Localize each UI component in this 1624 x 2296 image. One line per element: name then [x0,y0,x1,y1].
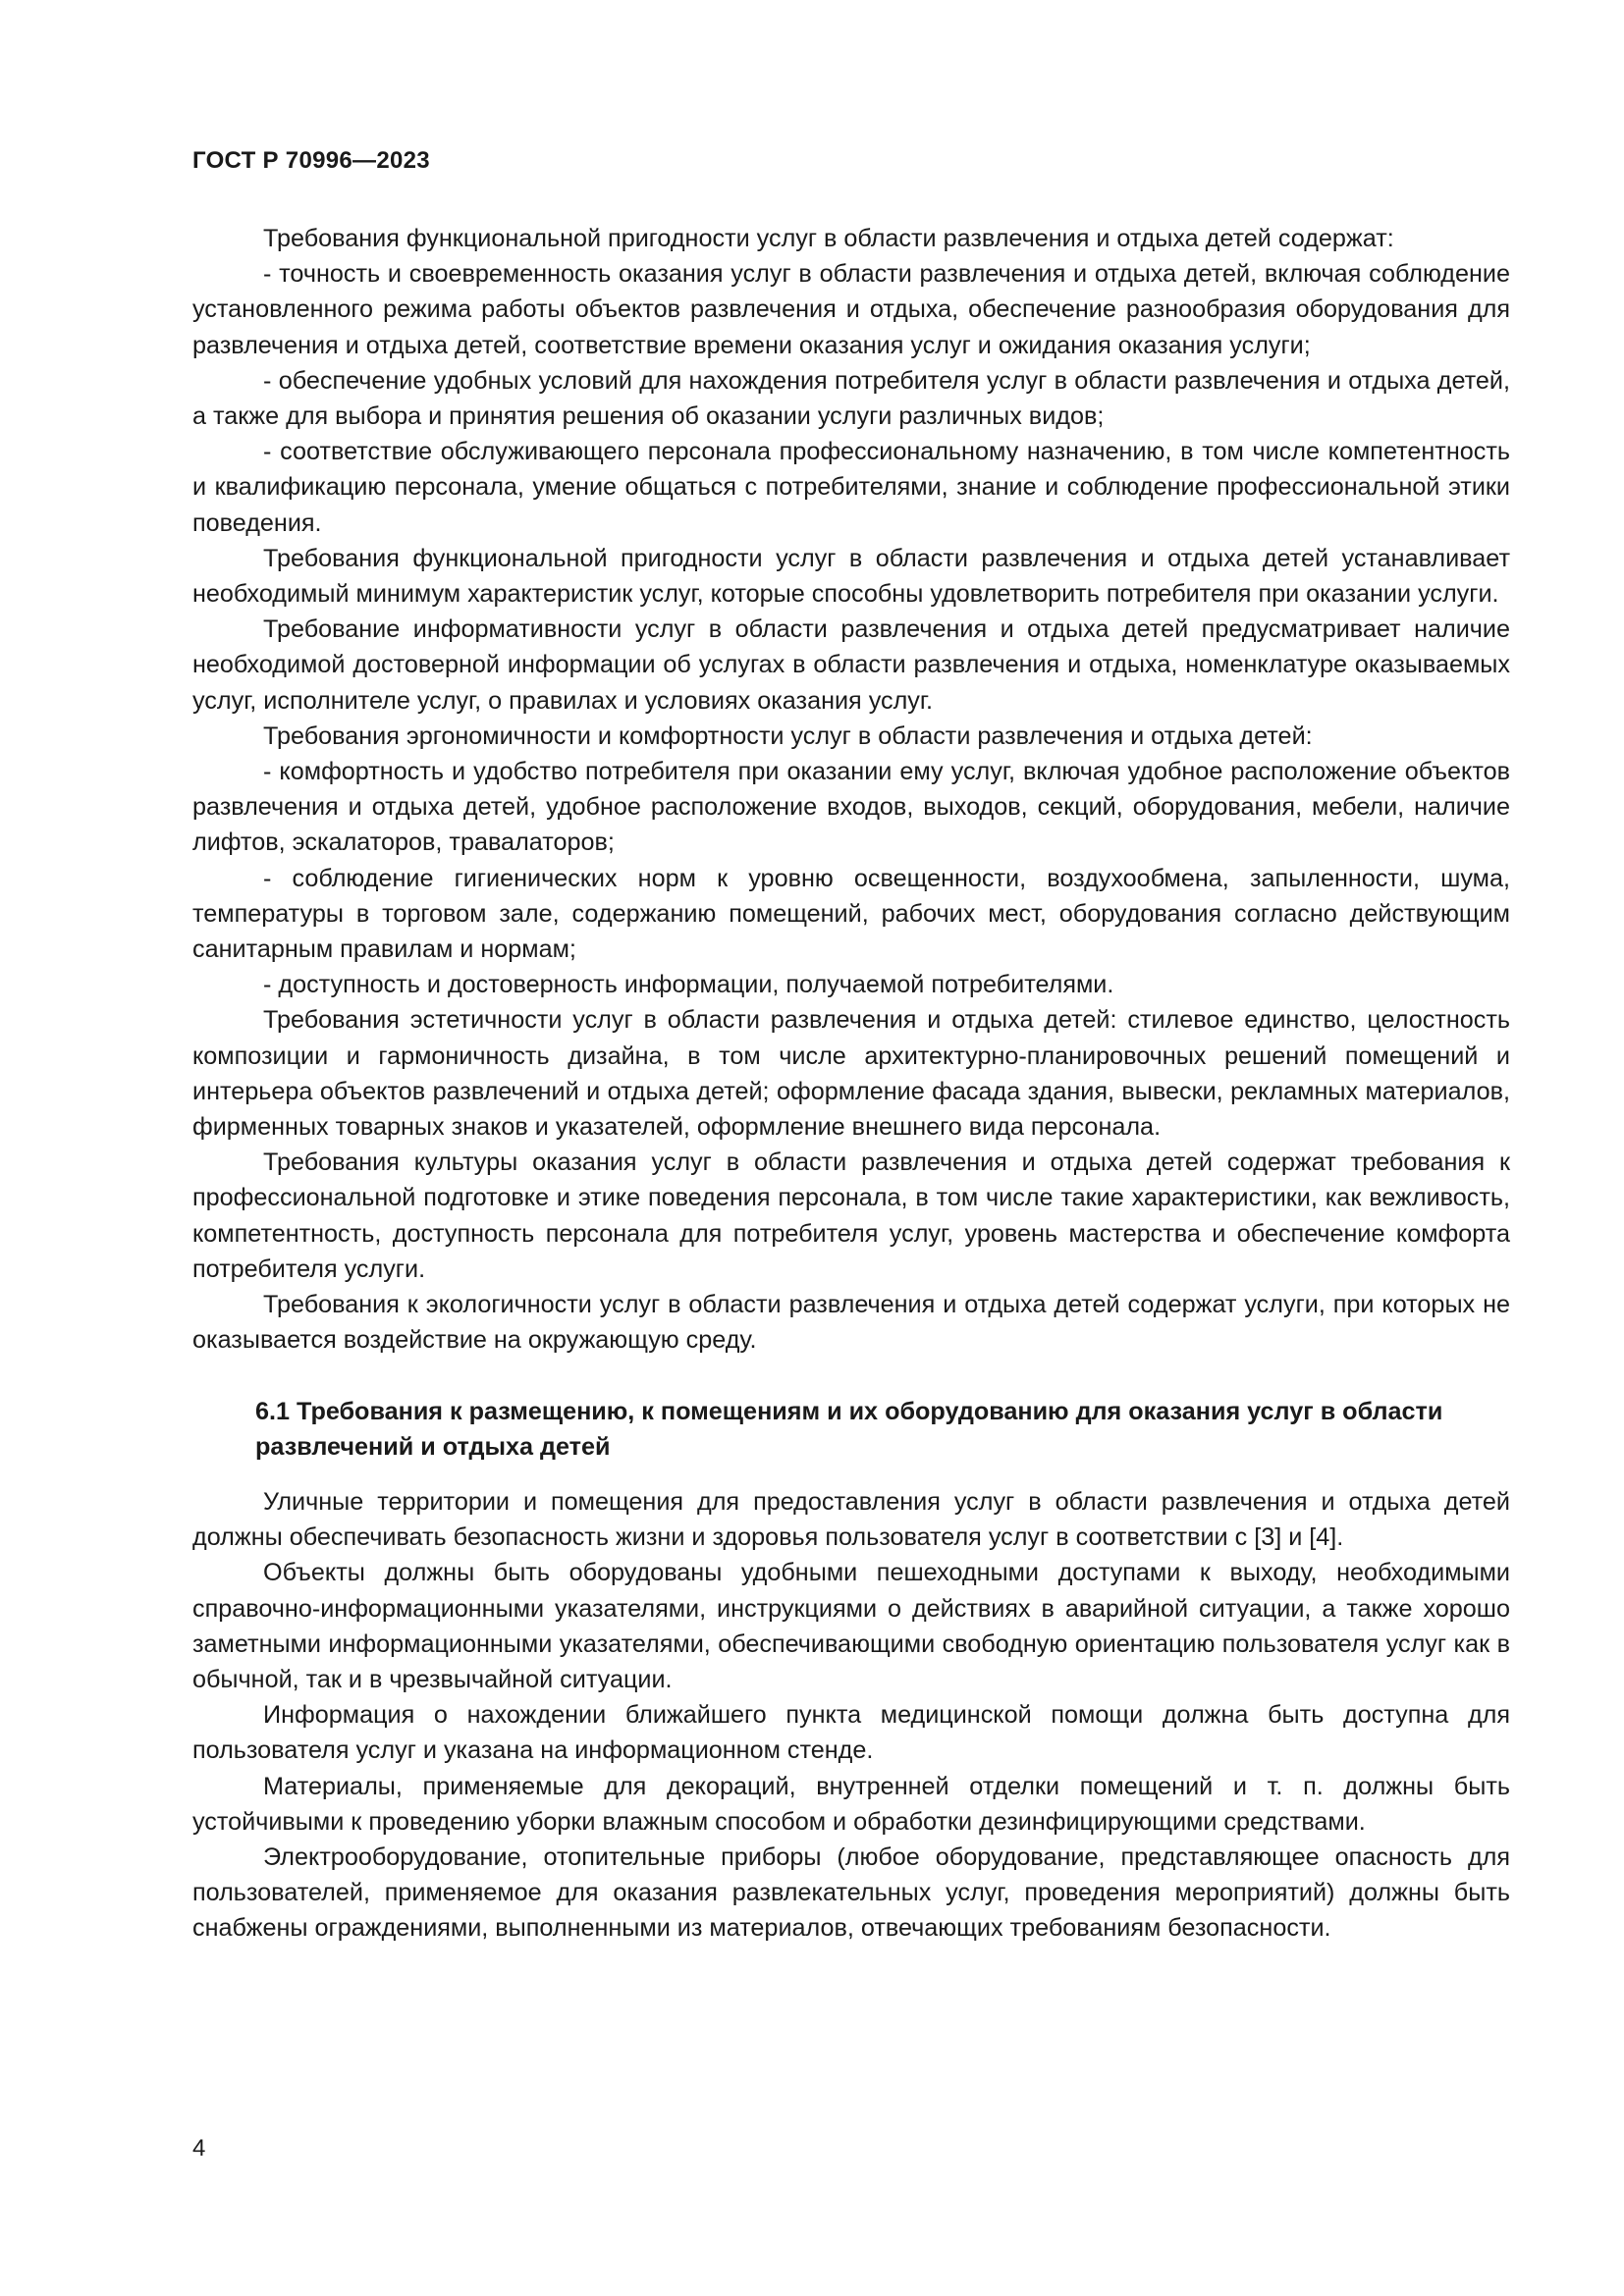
paragraph: Материалы, применяемые для декораций, внутренней отделки помещений и т. п. должны быть устойчивыми к проведению уборки влажным способом и обработки дезинфицирующими средствами. [192,1772,1510,1836]
paragraph: Требования культуры оказания услуг в области развлечения и отдыха детей содержат требования к профессиональной подготовке и этике поведения персонала, в том числе такие характеристики, как вежливость, компетентность, доступность персонала для потребителя услуг, уровень мастерства и обеспечение комфорта потребителя услуги. [192,1148,1510,1283]
list-item: - соблюдение гигиенических норм к уровню освещенности, воздухообмена, запыленности, шума, температуры в торговом зале, содержанию помещений, рабочих мест, оборудования согласно действующим санитарным правилам и нормам; [192,864,1510,964]
paragraph: Требования к экологичности услуг в области развлечения и отдыха детей содержат услуги, при которых не оказывается воздействие на окружающую среду. [192,1291,1510,1355]
paragraph: Уличные территории и помещения для предоставления услуг в области развлечения и отдыха детей должны обеспечивать безопасность жизни и здоровья пользователя услуг в соответствии с [3] и [4]. [192,1487,1510,1552]
section-heading: 6.1 Требования к размещению, к помещениям и их оборудованию для оказания услуг в области развлечений и отдыха детей [255,1397,1443,1461]
list-item: - обеспечение удобных условий для нахождения потребителя услуг в области развлечения и отдыха детей, а также для выбора и принятия решения об оказании услуги различных видов; [192,366,1510,431]
paragraph: Информация о нахождении ближайшего пункта медицинской помощи должна быть доступна для пользователя услуг и указана на информационном стенде. [192,1701,1510,1765]
paragraph: Электрооборудование, отопительные приборы (любое оборудование, представляющее опасность для пользователей, применяемое для оказания развлекательных услуг, проведения мероприятий) должны быть снабжены ограждениями, выполненными из материалов, отвечающих требованиям безопасности. [192,1842,1510,1943]
list-item: - комфортность и удобство потребителя при оказании ему услуг, включая удобное расположение объектов развлечения и отдыха детей, удобное расположение входов, выходов, секций, оборудования, мебели, наличие лифтов, эскалаторов, травалаторов; [192,758,1510,857]
paragraph: Требования функциональной пригодности услуг в области развлечения и отдыха детей содержат: [263,225,1394,252]
document-body [192,221,1510,1947]
paragraph: Требования эстетичности услуг в области развлечения и отдыха детей: стилевое единство, целостность композиции и гармоничность дизайна, в том числе архитектурно-планировочных решений помещений и интерьера объектов развлечений и отдыха детей; оформление фасада здания, вывески, рекламных материалов, фирменных товарных знаков и указателей, оформление внешнего вида персонала. [192,1006,1510,1142]
list-item: - соответствие обслуживающего персонала профессиональному назначению, в том числе компетентность и квалификацию персонала, умение общаться с потребителями, знание и соблюдение профессиональной этики поведения. [192,438,1510,537]
paragraph: Объекты должны быть оборудованы удобными пешеходными доступами к выходу, необходимыми справочно-информационными указателями, инструкциями о действиях в аварийной ситуации, а также хорошо заметными информационными указателями, обеспечивающими свободную ориентацию пользователя услуг как в обычной, так и в чрезвычайной ситуации. [192,1559,1510,1693]
list-item: - доступность и достоверность информации, получаемой потребителями. [263,971,1114,999]
paragraph: Требования функциональной пригодности услуг в области развлечения и отдыха детей устанавливает необходимый минимум характеристик услуг, которые способны удовлетворить потребителя при оказании услуги. [192,544,1510,609]
paragraph: Требование информативности услуг в области развлечения и отдыха детей предусматривает наличие необходимой достоверной информации об услугах в области развлечения и отдыха, номенклатуре оказываемых услуг, исполнителе услуг, о правилах и условиях оказания услуг. [192,615,1510,715]
list-item: - точность и своевременность оказания услуг в области развлечения и отдыха детей, включая соблюдение установленного режима работы объектов развлечения и отдыха, обеспечение разнообразия оборудования для развлечения и отдыха детей, соответствие времени оказания услуг и ожидания оказания услуги; [192,260,1510,359]
standard-header: ГОСТ Р 70996—2023 [192,147,430,174]
paragraph: Требования эргономичности и комфортности услуг в области развлечения и отдыха детей: [263,721,1313,750]
page-number: 4 [192,2135,206,2162]
